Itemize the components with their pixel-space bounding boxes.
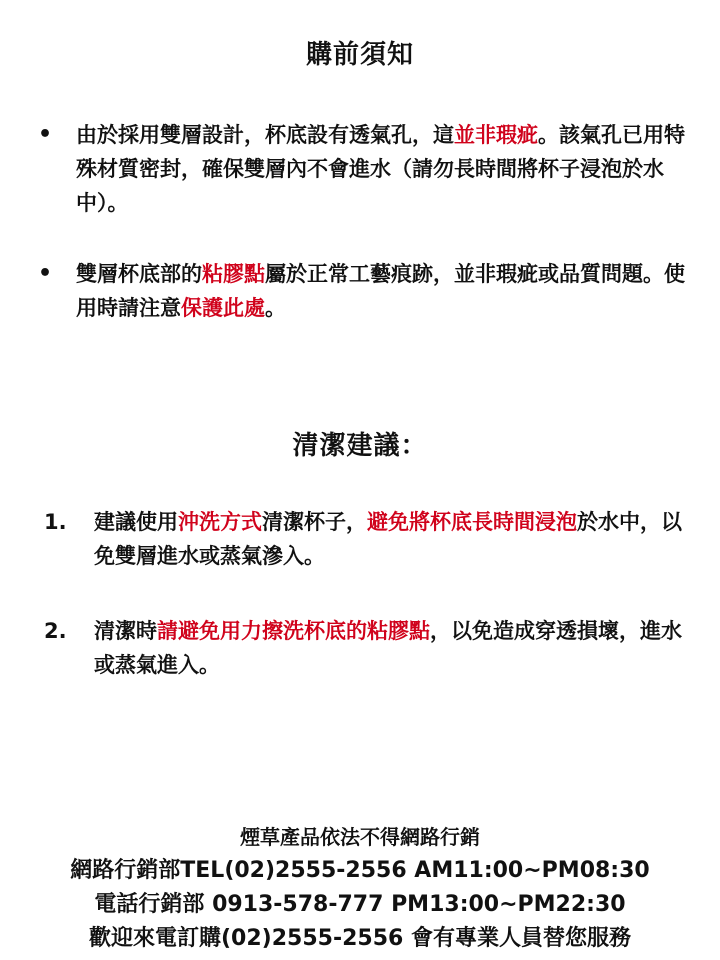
cleaning-item-2-number: 2. bbox=[44, 619, 67, 643]
notice-bullet-2-part-5: 。 bbox=[265, 296, 286, 320]
cleaning-item-1-part-1: 建議使用 bbox=[94, 510, 178, 534]
notice-bullet-2-part-3: 屬於正常工藝痕跡，並非瑕疵或品質問題。使用時請注意 bbox=[76, 262, 685, 320]
notice-bullet-2-part-1: 雙層杯底部的 bbox=[76, 262, 202, 286]
notice-bullet-1-part-1: 由於採用雙層設計，杯底設有透氣孔，這 bbox=[76, 123, 454, 147]
notice-title: 購前須知 bbox=[305, 40, 414, 70]
footer-online-sales: 網路行銷部TEL(02)2555-2556 AM11:00~PM08:30 bbox=[70, 858, 650, 883]
cleaning-item-1-highlight-rinse: 沖洗方式 bbox=[178, 510, 262, 534]
cleaning-item-2-part-1: 清潔時 bbox=[94, 619, 157, 643]
cleaning-item-2 bbox=[94, 614, 694, 682]
notice-bullet-1-highlight-not-defect: 並非瑕疵 bbox=[454, 123, 538, 147]
notice-bullet-2-highlight-protect: 保護此處 bbox=[181, 296, 265, 320]
notice-bullet-1-part-3: 。該氣孔已用特殊材質密封，確保雙層內不會進水（請勿長時間將杯子浸泡於水中）。 bbox=[76, 123, 685, 215]
cleaning-item-1-part-3: 清潔杯子， bbox=[262, 510, 367, 534]
bullet-marker: • bbox=[38, 261, 53, 286]
cleaning-item-1-part-5: 於水中，以免雙層進水或蒸氣滲入。 bbox=[94, 510, 682, 568]
footer-tobacco-notice: 煙草產品依法不得網路行銷 bbox=[240, 825, 480, 849]
cleaning-title: 清潔建議： bbox=[292, 431, 428, 461]
notice-bullet-2 bbox=[76, 257, 696, 325]
notice-bullet-2-highlight-glue-dot: 粘膠點 bbox=[202, 262, 265, 286]
footer-order-hotline: 歡迎來電訂購(02)2555-2556 會有專業人員替您服務 bbox=[89, 926, 631, 951]
footer-contact bbox=[0, 820, 720, 956]
cleaning-item-2-highlight-avoid-scrub: 請避免用力擦洗杯底的粘膠點 bbox=[157, 619, 430, 643]
cleaning-item-1-number: 1. bbox=[44, 510, 67, 534]
cleaning-item-1 bbox=[94, 505, 694, 573]
footer-phone-sales: 電話行銷部 0913-578-777 PM13:00~PM22:30 bbox=[94, 892, 626, 917]
bullet-marker: • bbox=[38, 122, 53, 147]
notice-bullet-1 bbox=[76, 118, 696, 220]
cleaning-item-2-part-3: ，以免造成穿透損壞，進水或蒸氣進入。 bbox=[94, 619, 682, 677]
cleaning-item-1-highlight-avoid-soak: 避免將杯底長時間浸泡 bbox=[367, 510, 577, 534]
